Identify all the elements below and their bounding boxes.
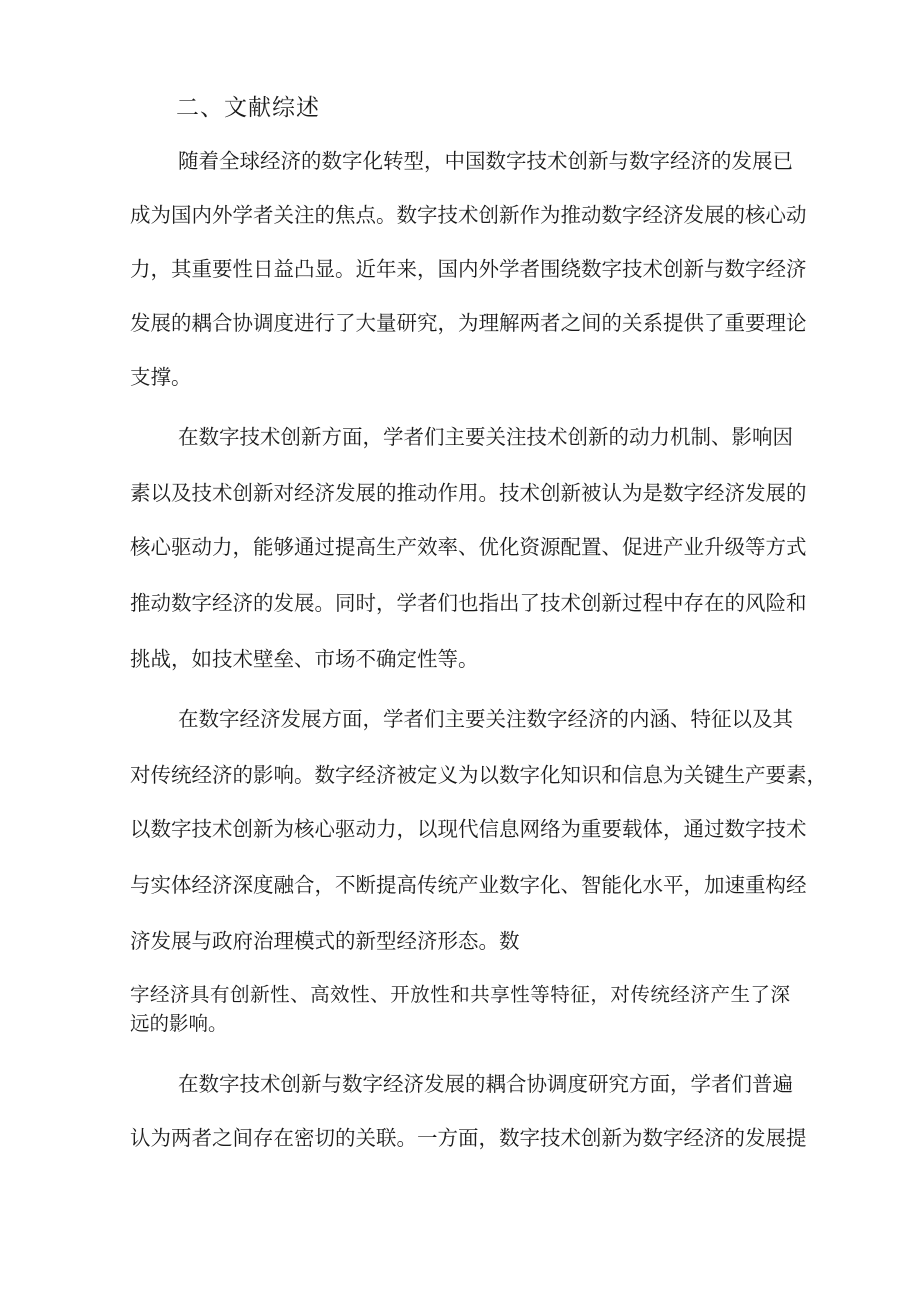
text-line: 支撑。 [130,365,192,389]
text-line: 素以及技术创新对经济发展的推动作用。技术创新被认为是数字经济发展的 [130,481,807,505]
text-line: 以数字技术创新为核心驱动力，以现代信息网络为重要载体，通过数字技术 [130,817,807,841]
section-heading: 二、文献综述 [176,95,320,121]
text-line: 远的影响。 [130,1012,228,1035]
text-line: 挑战，如技术壁垒、市场不确定性等。 [130,647,479,671]
text-line: 发展的耦合协调度进行了大量研究，为理解两者之间的关系提供了重要理论 [130,311,807,335]
text-line: 在数字技术创新方面，学者们主要关注技术创新的动力机制、影响因 [178,425,793,449]
text-line: 核心驱动力，能够通过提高生产效率、优化资源配置、促进产业升级等方式 [130,535,807,559]
text-line: 对传统经济的影响。数字经济被定义为以数字化知识和信息为关键生产要素， [130,763,827,787]
text-line: 成为国内外学者关注的焦点。数字技术创新作为推动数字经济发展的核心动 [130,203,807,227]
text-line: 济发展与政府治理模式的新型经济形态。数 [130,929,520,953]
text-line: 字经济具有创新性、高效性、开放性和共享性等特征，对传统经济产生了深 [130,983,790,1006]
text-line: 随着全球经济的数字化转型，中国数字技术创新与数字经济的发展已 [178,149,793,173]
text-line: 与实体经济深度融合，不断提高传统产业数字化、智能化水平，加速重构经 [130,873,807,897]
text-line: 在数字经济发展方面，学者们主要关注数字经济的内涵、特征以及其 [178,707,793,731]
text-line: 认为两者之间存在密切的关联。一方面，数字技术创新为数字经济的发展提 [130,1126,807,1150]
text-line: 在数字技术创新与数字经济发展的耦合协调度研究方面，学者们普遍 [178,1072,793,1096]
text-line: 力，其重要性日益凸显。近年来，国内外学者围绕数字技术创新与数字经济 [130,257,807,281]
text-line: 推动数字经济的发展。同时，学者们也指出了技术创新过程中存在的风险和 [130,591,807,615]
